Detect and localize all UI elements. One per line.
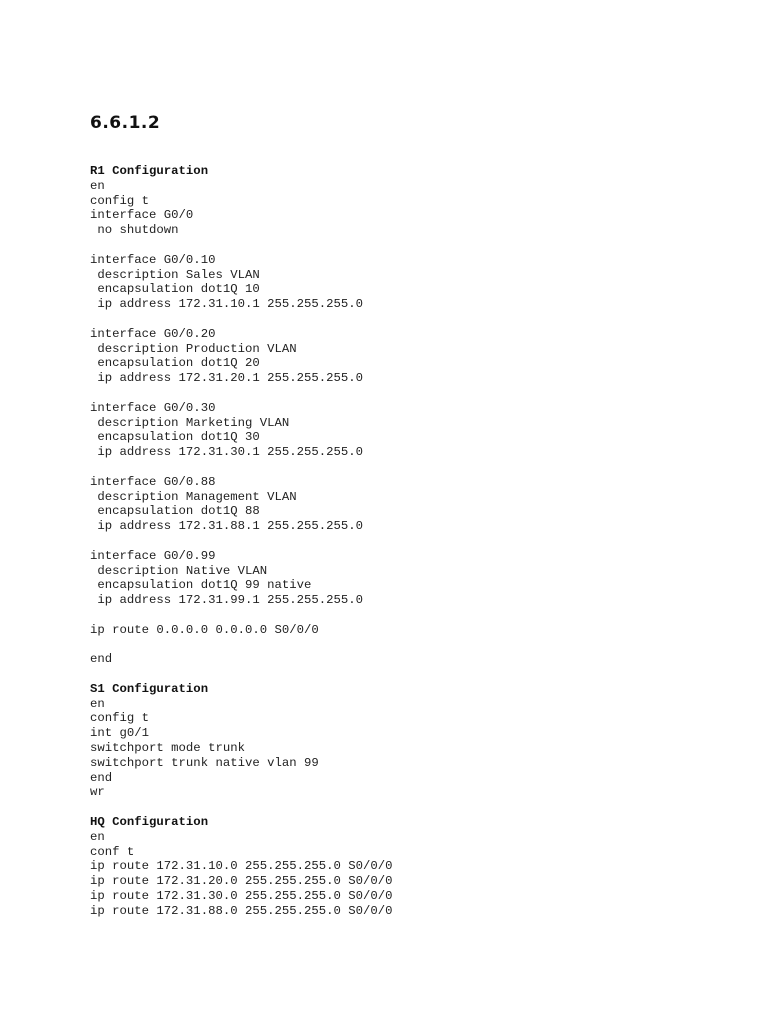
code-line: ip address 172.31.30.1 255.255.255.0 [90, 445, 364, 460]
blank-line [90, 460, 393, 475]
code-line: encapsulation dot1Q 20 [90, 356, 260, 371]
code-line: encapsulation dot1Q 88 [90, 504, 260, 519]
blank-line [90, 238, 393, 253]
code-line: en [90, 829, 105, 844]
code-line: encapsulation dot1Q 30 [90, 430, 260, 445]
code-line: ip address 172.31.10.1 255.255.255.0 [90, 297, 364, 312]
code-line: en [90, 696, 105, 711]
code-line: config t [90, 193, 150, 208]
code-line: ip route 172.31.20.0 255.255.255.0 S0/0/0 [90, 874, 393, 889]
code-line: ip address 172.31.88.1 255.255.255.0 [90, 519, 364, 534]
code-line: conf t [90, 844, 135, 859]
code-line: no shutdown [90, 223, 179, 238]
code-line: description Marketing VLAN [90, 415, 290, 430]
code-line: ip address 172.31.20.1 255.255.255.0 [90, 371, 364, 386]
section-heading: S1 Configuration [90, 681, 209, 696]
code-line: ip route 0.0.0.0 0.0.0.0 S0/0/0 [90, 622, 319, 637]
section-heading: R1 Configuration [90, 164, 209, 178]
document-title: 6.6.1.2 [90, 113, 161, 133]
code-line: end [90, 770, 113, 785]
code-line: switchport trunk native vlan 99 [90, 755, 319, 770]
code-line: description Management VLAN [90, 489, 297, 504]
code-line: ip address 172.31.99.1 255.255.255.0 [90, 593, 364, 608]
code-line: switchport mode trunk [90, 741, 245, 756]
code-line: description Native VLAN [90, 563, 268, 578]
code-line: en [90, 178, 105, 193]
blank-line [90, 667, 393, 682]
code-line: interface G0/0.99 [90, 548, 216, 563]
code-line: interface G0/0.88 [90, 474, 216, 489]
config-code-block [90, 164, 393, 919]
code-line: config t [90, 711, 150, 726]
blank-line [90, 638, 393, 653]
code-line: interface G0/0.30 [90, 400, 216, 415]
blank-line [90, 534, 393, 549]
code-line: description Production VLAN [90, 341, 297, 356]
code-line: wr [90, 785, 105, 800]
code-line: description Sales VLAN [90, 267, 260, 282]
code-line: interface G0/0 [90, 208, 194, 223]
code-line: interface G0/0.20 [90, 326, 216, 341]
code-line: encapsulation dot1Q 99 native [90, 578, 312, 593]
blank-line [90, 386, 393, 401]
code-line: end [90, 652, 113, 667]
code-line: encapsulation dot1Q 10 [90, 282, 260, 297]
section-heading: HQ Configuration [90, 815, 209, 830]
code-line: ip route 172.31.10.0 255.255.255.0 S0/0/0 [90, 859, 393, 874]
code-line: ip route 172.31.88.0 255.255.255.0 S0/0/0 [90, 903, 393, 918]
code-line: interface G0/0.10 [90, 252, 216, 267]
blank-line [90, 800, 393, 815]
blank-line [90, 608, 393, 623]
blank-line [90, 312, 393, 327]
code-line: int g0/1 [90, 726, 150, 741]
code-line: ip route 172.31.30.0 255.255.255.0 S0/0/0 [90, 889, 393, 904]
